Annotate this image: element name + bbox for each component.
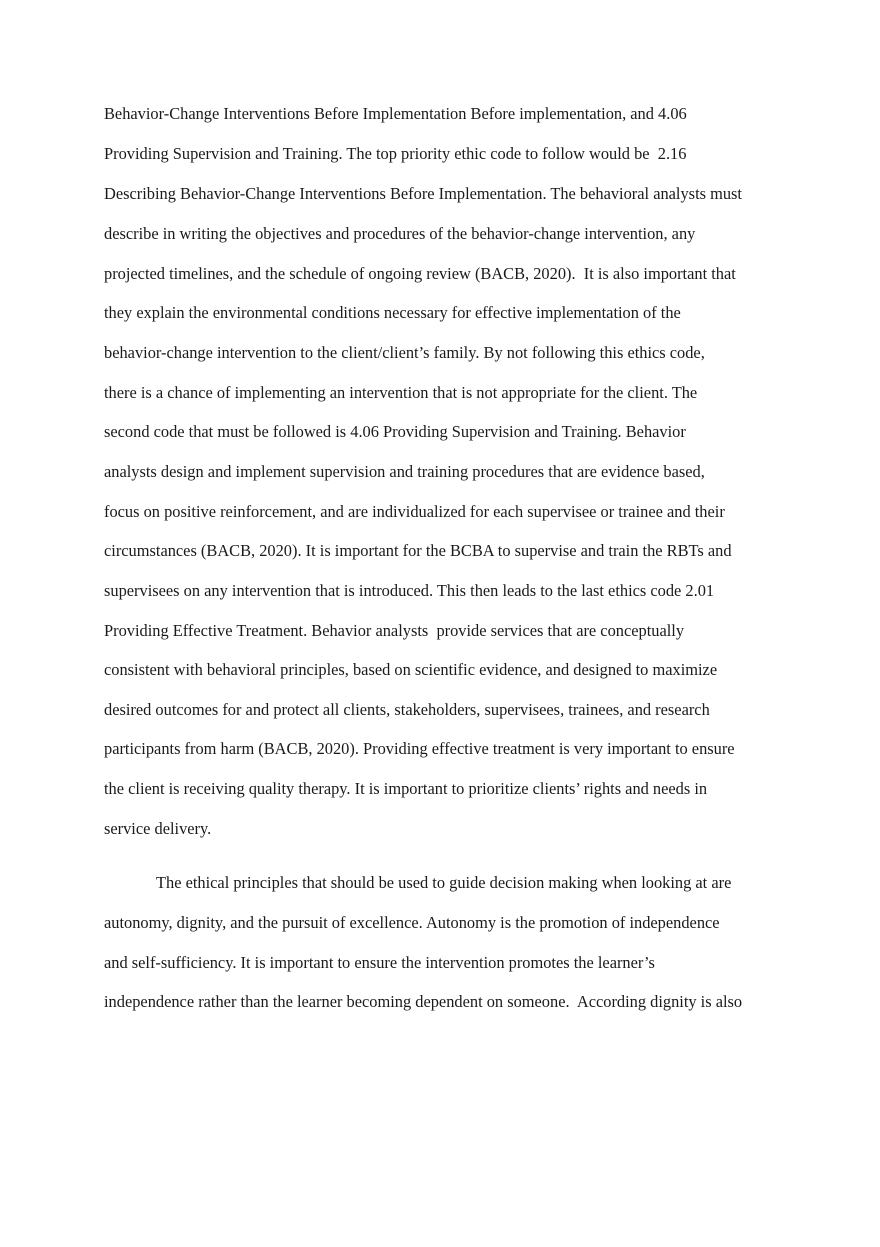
- paragraph-line: second code that must be followed is 4.06 Providing Supervision and Training. Behavior: [104, 422, 686, 441]
- paragraph-line: they explain the environmental conditions necessary for effective implementation of the: [104, 303, 681, 322]
- paragraph-line: the client is receiving quality therapy. It is important to prioritize clients’ rights and needs in: [104, 779, 708, 798]
- paragraph-line: The ethical principles that should be used to guide decision making when looking at are: [156, 873, 732, 892]
- paragraph-line: circumstances (BACB, 2020). It is important for the BCBA to supervise and train the RBTs and: [104, 541, 732, 560]
- paragraph-line: behavior-change intervention to the client/client’s family. By not following this ethics code,: [104, 343, 705, 362]
- paragraph-line: describe in writing the objectives and procedures of the behavior-change intervention, any: [104, 224, 696, 243]
- paragraph-line: participants from harm (BACB, 2020). Providing effective treatment is very important to ensure: [104, 739, 735, 758]
- paragraph-line: independence rather than the learner becoming dependent on someone. According dignity is also: [104, 992, 743, 1011]
- paragraph-line: desired outcomes for and protect all clients, stakeholders, supervisees, trainees, and research: [104, 700, 710, 719]
- paragraph-line: projected timelines, and the schedule of ongoing review (BACB, 2020). It is also important that: [104, 264, 736, 283]
- paragraph-line: and self-sufficiency. It is important to ensure the intervention promotes the learner’s: [104, 953, 655, 972]
- paragraph-line: Describing Behavior-Change Interventions Before Implementation. The behavioral analysts must: [104, 184, 742, 203]
- paragraph-line: consistent with behavioral principles, based on scientific evidence, and designed to maximize: [104, 660, 718, 679]
- paragraph-line: there is a chance of implementing an intervention that is not appropriate for the client. The: [104, 383, 698, 402]
- paragraph-line: service delivery.: [104, 819, 212, 838]
- paragraph-line: Providing Supervision and Training. The top priority ethic code to follow would be 2.16: [104, 144, 687, 163]
- paragraph-line: supervisees on any intervention that is introduced. This then leads to the last ethics code 2.01: [104, 581, 715, 600]
- paragraph-line: Behavior-Change Interventions Before Implementation Before implementation, and 4.06: [104, 104, 687, 123]
- paragraph-line: focus on positive reinforcement, and are individualized for each supervisee or trainee and their: [104, 502, 725, 521]
- paragraph-line: autonomy, dignity, and the pursuit of excellence. Autonomy is the promotion of independence: [104, 913, 720, 932]
- paragraph-line: Providing Effective Treatment. Behavior analysts provide services that are conceptually: [104, 621, 685, 640]
- paragraph-line: analysts design and implement supervision and training procedures that are evidence based,: [104, 462, 705, 481]
